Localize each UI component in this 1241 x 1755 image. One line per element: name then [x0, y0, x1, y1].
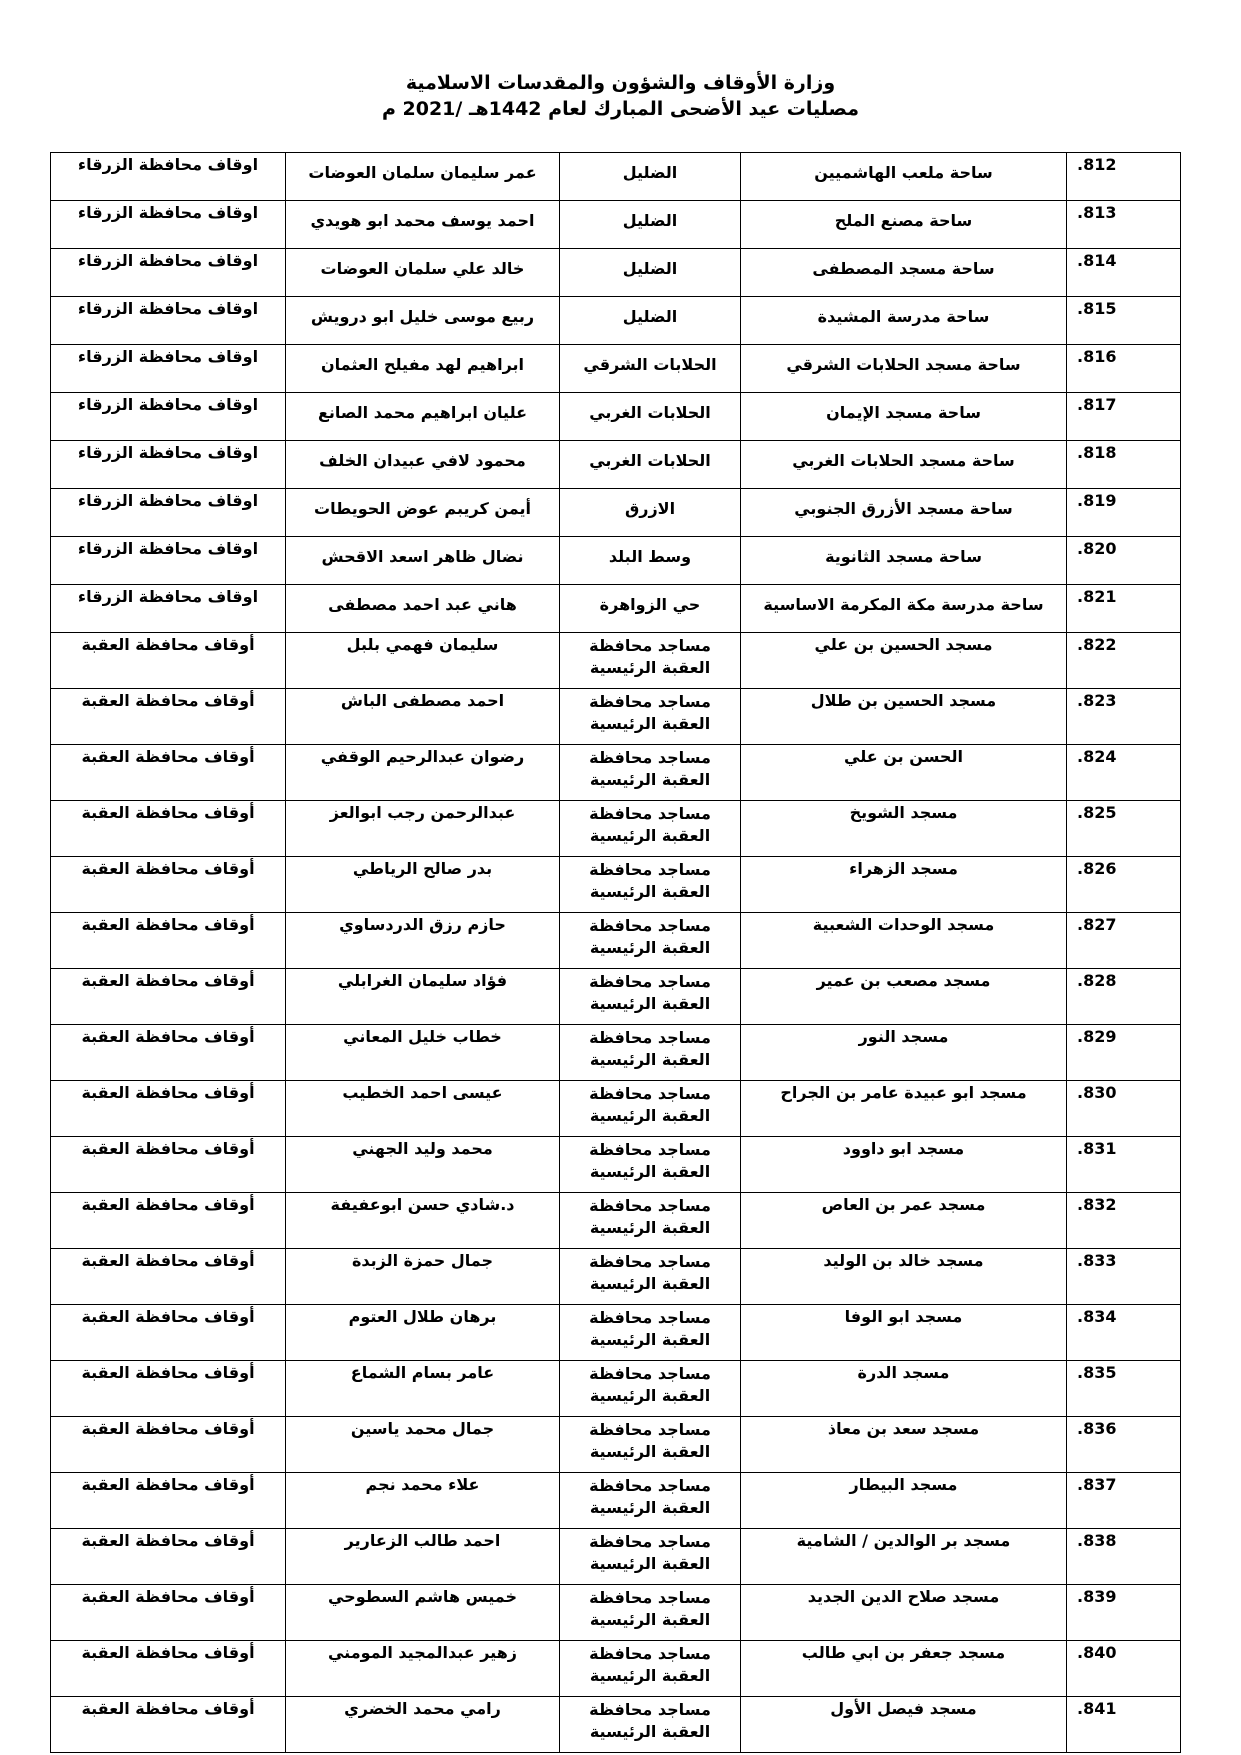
imam-name: احمد مصطفى الباش — [286, 689, 560, 745]
directorate-name: أوقاف محافظة العقبة — [51, 1641, 286, 1697]
area-name-line-1: مساجد محافظة — [589, 1700, 711, 1719]
area-name — [560, 1697, 741, 1753]
directorate-name: أوقاف محافظة العقبة — [51, 745, 286, 801]
directorate-name: اوقاف محافظة الزرقاء — [51, 489, 286, 537]
imam-name: احمد طالب الزعارير — [286, 1529, 560, 1585]
directorate-name: أوقاف محافظة العقبة — [51, 689, 286, 745]
area-name-line-2: العقبة الرئيسية — [589, 714, 711, 733]
area-name: الحلابات الغربي — [560, 393, 741, 441]
directorate-name: أوقاف محافظة العقبة — [51, 1417, 286, 1473]
directorate-name: اوقاف محافظة الزرقاء — [51, 585, 286, 633]
row-number: .818 — [1067, 441, 1181, 489]
prayer-location: ساحة مسجد المصطفى — [741, 249, 1067, 297]
directorate-name: اوقاف محافظة الزرقاء — [51, 153, 286, 201]
imam-name: محمود لافي عبيدان الخلف — [286, 441, 560, 489]
imam-name: عليان ابراهيم محمد الصانع — [286, 393, 560, 441]
area-name — [560, 1641, 741, 1697]
prayer-location: مسجد مصعب بن عمير — [741, 969, 1067, 1025]
area-name: الضليل — [560, 201, 741, 249]
directorate-name: اوقاف محافظة الزرقاء — [51, 393, 286, 441]
table-row — [51, 633, 1181, 689]
area-name-line-2: العقبة الرئيسية — [589, 1218, 711, 1237]
area-name-line-2: العقبة الرئيسية — [589, 1162, 711, 1181]
directorate-name: أوقاف محافظة العقبة — [51, 633, 286, 689]
area-name — [560, 689, 741, 745]
area-name — [560, 969, 741, 1025]
area-name-line-2: العقبة الرئيسية — [589, 1722, 711, 1741]
prayer-location: ساحة ملعب الهاشميين — [741, 153, 1067, 201]
area-name-line-2: العقبة الرئيسية — [589, 1498, 711, 1517]
table-row — [51, 1417, 1181, 1473]
ministry-title: وزارة الأوقاف والشؤون والمقدسات الاسلامية — [405, 72, 836, 94]
table-row — [51, 1641, 1181, 1697]
area-name-line-2: العقبة الرئيسية — [589, 826, 711, 845]
prayer-location: مسجد سعد بن معاذ — [741, 1417, 1067, 1473]
table-row — [51, 1585, 1181, 1641]
table-row — [51, 1473, 1181, 1529]
directorate-name: أوقاف محافظة العقبة — [51, 969, 286, 1025]
imam-name: عبدالرحمن رجب ابوالعز — [286, 801, 560, 857]
directorate-name: اوقاف محافظة الزرقاء — [51, 249, 286, 297]
directorate-name: أوقاف محافظة العقبة — [51, 1529, 286, 1585]
directorate-name: أوقاف محافظة العقبة — [51, 1697, 286, 1753]
imam-name: فؤاد سليمان الغرابلي — [286, 969, 560, 1025]
row-number: .816 — [1067, 345, 1181, 393]
area-name-line-1: مساجد محافظة — [589, 804, 711, 823]
imam-name: سليمان فهمي بلبل — [286, 633, 560, 689]
prayer-location: مسجد النور — [741, 1025, 1067, 1081]
imam-name: رضوان عبدالرحيم الوقفي — [286, 745, 560, 801]
table-row — [51, 689, 1181, 745]
table-row — [51, 1137, 1181, 1193]
imam-name: خطاب خليل المعاني — [286, 1025, 560, 1081]
prayer-grounds-table — [50, 152, 1181, 1753]
area-name: الازرق — [560, 489, 741, 537]
area-name-line-1: مساجد محافظة — [589, 692, 711, 711]
area-name: الضليل — [560, 297, 741, 345]
imam-name: علاء محمد نجم — [286, 1473, 560, 1529]
prayer-location: ساحة مسجد الثانوية — [741, 537, 1067, 585]
area-name-line-1: مساجد محافظة — [589, 1084, 711, 1103]
area-name-line-1: مساجد محافظة — [589, 748, 711, 767]
area-name — [560, 1361, 741, 1417]
row-number: .830 — [1067, 1081, 1181, 1137]
directorate-name: أوقاف محافظة العقبة — [51, 1473, 286, 1529]
prayer-location: مسجد عمر بن العاص — [741, 1193, 1067, 1249]
area-name-line-1: مساجد محافظة — [589, 1028, 711, 1047]
prayer-location: مسجد ابو الوفا — [741, 1305, 1067, 1361]
directorate-name: اوقاف محافظة الزرقاء — [51, 345, 286, 393]
prayer-location: مسجد خالد بن الوليد — [741, 1249, 1067, 1305]
table-row — [51, 1305, 1181, 1361]
directorate-name: اوقاف محافظة الزرقاء — [51, 297, 286, 345]
area-name-line-1: مساجد محافظة — [589, 972, 711, 991]
imam-name: برهان طلال العتوم — [286, 1305, 560, 1361]
prayer-location: ساحة مسجد الحلابات الغربي — [741, 441, 1067, 489]
prayer-location: مسجد الوحدات الشعبية — [741, 913, 1067, 969]
prayer-location: ساحة مصنع الملح — [741, 201, 1067, 249]
area-name: الحلابات الشرقي — [560, 345, 741, 393]
area-name-line-2: العقبة الرئيسية — [589, 1666, 711, 1685]
row-number: .823 — [1067, 689, 1181, 745]
row-number: .836 — [1067, 1417, 1181, 1473]
area-name — [560, 1137, 741, 1193]
table-row — [51, 1697, 1181, 1753]
area-name-line-2: العقبة الرئيسية — [589, 1610, 711, 1629]
row-number: .812 — [1067, 153, 1181, 201]
row-number: .831 — [1067, 1137, 1181, 1193]
row-number: .813 — [1067, 201, 1181, 249]
imam-name: خالد علي سلمان العوضات — [286, 249, 560, 297]
imam-name: جمال محمد ياسين — [286, 1417, 560, 1473]
directorate-name: اوقاف محافظة الزرقاء — [51, 537, 286, 585]
imam-name: ربيع موسى خليل ابو درويش — [286, 297, 560, 345]
directorate-name: اوقاف محافظة الزرقاء — [51, 441, 286, 489]
area-name — [560, 1417, 741, 1473]
table-row — [51, 1025, 1181, 1081]
area-name: الحلابات الغربي — [560, 441, 741, 489]
prayer-location: مسجد جعفر بن ابي طالب — [741, 1641, 1067, 1697]
row-number: .824 — [1067, 745, 1181, 801]
area-name-line-2: العقبة الرئيسية — [589, 1442, 711, 1461]
area-name-line-1: مساجد محافظة — [589, 1588, 711, 1607]
area-name-line-2: العقبة الرئيسية — [589, 882, 711, 901]
area-name — [560, 857, 741, 913]
prayer-location: مسجد الحسين بن علي — [741, 633, 1067, 689]
row-number: .838 — [1067, 1529, 1181, 1585]
area-name-line-2: العقبة الرئيسية — [589, 1274, 711, 1293]
directorate-name: أوقاف محافظة العقبة — [51, 1081, 286, 1137]
area-name: حي الزواهرة — [560, 585, 741, 633]
row-number: .819 — [1067, 489, 1181, 537]
imam-name: د.شادي حسن ابوعفيفة — [286, 1193, 560, 1249]
prayer-location: مسجد الزهراء — [741, 857, 1067, 913]
row-number: .827 — [1067, 913, 1181, 969]
row-number: .833 — [1067, 1249, 1181, 1305]
prayer-location: مسجد البيطار — [741, 1473, 1067, 1529]
row-number: .826 — [1067, 857, 1181, 913]
imam-name: زهير عبدالمجيد المومني — [286, 1641, 560, 1697]
prayer-location: مسجد الشويخ — [741, 801, 1067, 857]
row-number: .834 — [1067, 1305, 1181, 1361]
row-number: .841 — [1067, 1697, 1181, 1753]
area-name-line-1: مساجد محافظة — [589, 1532, 711, 1551]
imam-name: حازم رزق الدردساوي — [286, 913, 560, 969]
table-row — [51, 585, 1181, 633]
area-name-line-1: مساجد محافظة — [589, 916, 711, 935]
table-row — [51, 249, 1181, 297]
directorate-name: أوقاف محافظة العقبة — [51, 1361, 286, 1417]
directorate-name: أوقاف محافظة العقبة — [51, 1249, 286, 1305]
row-number: .832 — [1067, 1193, 1181, 1249]
directorate-name: أوقاف محافظة العقبة — [51, 1193, 286, 1249]
table-row — [51, 201, 1181, 249]
row-number: .817 — [1067, 393, 1181, 441]
directorate-name: اوقاف محافظة الزرقاء — [51, 201, 286, 249]
prayer-location: مسجد صلاح الدين الجديد — [741, 1585, 1067, 1641]
area-name: الضليل — [560, 153, 741, 201]
area-name — [560, 1193, 741, 1249]
area-name — [560, 633, 741, 689]
directorate-name: أوقاف محافظة العقبة — [51, 857, 286, 913]
table-row — [51, 1081, 1181, 1137]
imam-name: جمال حمزة الزبدة — [286, 1249, 560, 1305]
table-row — [51, 913, 1181, 969]
row-number: .815 — [1067, 297, 1181, 345]
prayer-location: مسجد الحسين بن طلال — [741, 689, 1067, 745]
area-name-line-1: مساجد محافظة — [589, 1140, 711, 1159]
area-name-line-1: مساجد محافظة — [589, 636, 711, 655]
table-row — [51, 1361, 1181, 1417]
area-name-line-2: العقبة الرئيسية — [589, 1554, 711, 1573]
prayer-location: ساحة مسجد الأزرق الجنوبي — [741, 489, 1067, 537]
prayer-location: ساحة مدرسة المشيدة — [741, 297, 1067, 345]
row-number: .820 — [1067, 537, 1181, 585]
area-name-line-1: مساجد محافظة — [589, 1252, 711, 1271]
area-name — [560, 1585, 741, 1641]
table-row — [51, 393, 1181, 441]
area-name: الضليل — [560, 249, 741, 297]
area-name-line-1: مساجد محافظة — [589, 1644, 711, 1663]
area-name — [560, 1305, 741, 1361]
prayer-location: الحسن بن علي — [741, 745, 1067, 801]
row-number: .814 — [1067, 249, 1181, 297]
document-subtitle: مصليات عيد الأضحى المبارك لعام 1442هـ /2021 م — [381, 98, 860, 120]
row-number: .837 — [1067, 1473, 1181, 1529]
area-name-line-1: مساجد محافظة — [589, 1196, 711, 1215]
directorate-name: أوقاف محافظة العقبة — [51, 1025, 286, 1081]
table-row — [51, 537, 1181, 585]
table-row — [51, 801, 1181, 857]
area-name — [560, 1025, 741, 1081]
prayer-location: ساحة مسجد الإيمان — [741, 393, 1067, 441]
table-row — [51, 489, 1181, 537]
table-row — [51, 857, 1181, 913]
imam-name: احمد يوسف محمد ابو هويدي — [286, 201, 560, 249]
row-number: .829 — [1067, 1025, 1181, 1081]
prayer-location: مسجد ابو داوود — [741, 1137, 1067, 1193]
area-name-line-2: العقبة الرئيسية — [589, 658, 711, 677]
imam-name: رامي محمد الخضري — [286, 1697, 560, 1753]
table-row — [51, 297, 1181, 345]
table-row — [51, 153, 1181, 201]
directorate-name: أوقاف محافظة العقبة — [51, 801, 286, 857]
prayer-location: مسجد بر الوالدين / الشامية — [741, 1529, 1067, 1585]
area-name-line-2: العقبة الرئيسية — [589, 994, 711, 1013]
table-row — [51, 1249, 1181, 1305]
row-number: .840 — [1067, 1641, 1181, 1697]
area-name: وسط البلد — [560, 537, 741, 585]
area-name — [560, 745, 741, 801]
area-name-line-1: مساجد محافظة — [589, 860, 711, 879]
prayer-location: ساحة مدرسة مكة المكرمة الاساسية — [741, 585, 1067, 633]
directorate-name: أوقاف محافظة العقبة — [51, 1137, 286, 1193]
area-name — [560, 1529, 741, 1585]
row-number: .839 — [1067, 1585, 1181, 1641]
area-name-line-2: العقبة الرئيسية — [589, 938, 711, 957]
imam-name: عيسى احمد الخطيب — [286, 1081, 560, 1137]
directorate-name: أوقاف محافظة العقبة — [51, 913, 286, 969]
row-number: .821 — [1067, 585, 1181, 633]
prayer-location: ساحة مسجد الحلابات الشرقي — [741, 345, 1067, 393]
table-row — [51, 441, 1181, 489]
prayer-location: مسجد فيصل الأول — [741, 1697, 1067, 1753]
table-row — [51, 1193, 1181, 1249]
imam-name: بدر صالح الرياطي — [286, 857, 560, 913]
area-name — [560, 1473, 741, 1529]
area-name-line-2: العقبة الرئيسية — [589, 770, 711, 789]
area-name-line-2: العقبة الرئيسية — [589, 1386, 711, 1405]
area-name — [560, 801, 741, 857]
area-name-line-2: العقبة الرئيسية — [589, 1106, 711, 1125]
row-number: .825 — [1067, 801, 1181, 857]
area-name-line-1: مساجد محافظة — [589, 1308, 711, 1327]
imam-name: عمر سليمان سلمان العوضات — [286, 153, 560, 201]
imam-name: محمد وليد الجهني — [286, 1137, 560, 1193]
imam-name: أيمن كريبم عوض الحويطات — [286, 489, 560, 537]
directorate-name: أوقاف محافظة العقبة — [51, 1585, 286, 1641]
prayer-location: مسجد ابو عبيدة عامر بن الجراح — [741, 1081, 1067, 1137]
table-row — [51, 345, 1181, 393]
directorate-name: أوقاف محافظة العقبة — [51, 1305, 286, 1361]
area-name-line-2: العقبة الرئيسية — [589, 1330, 711, 1349]
area-name — [560, 913, 741, 969]
imam-name: خميس هاشم السطوحي — [286, 1585, 560, 1641]
imam-name: نضال ظاهر اسعد الاقحش — [286, 537, 560, 585]
table-row — [51, 1529, 1181, 1585]
area-name — [560, 1249, 741, 1305]
row-number: .828 — [1067, 969, 1181, 1025]
imam-name: عامر بسام الشماع — [286, 1361, 560, 1417]
area-name-line-1: مساجد محافظة — [589, 1364, 711, 1383]
table-row — [51, 745, 1181, 801]
table-row — [51, 969, 1181, 1025]
area-name-line-1: مساجد محافظة — [589, 1420, 711, 1439]
area-name — [560, 1081, 741, 1137]
document-header — [0, 70, 1241, 122]
imam-name: هاني عبد احمد مصطفى — [286, 585, 560, 633]
row-number: .822 — [1067, 633, 1181, 689]
area-name-line-1: مساجد محافظة — [589, 1476, 711, 1495]
imam-name: ابراهيم لهد مفيلح العثمان — [286, 345, 560, 393]
row-number: .835 — [1067, 1361, 1181, 1417]
prayer-location: مسجد الدرة — [741, 1361, 1067, 1417]
area-name-line-2: العقبة الرئيسية — [589, 1050, 711, 1069]
